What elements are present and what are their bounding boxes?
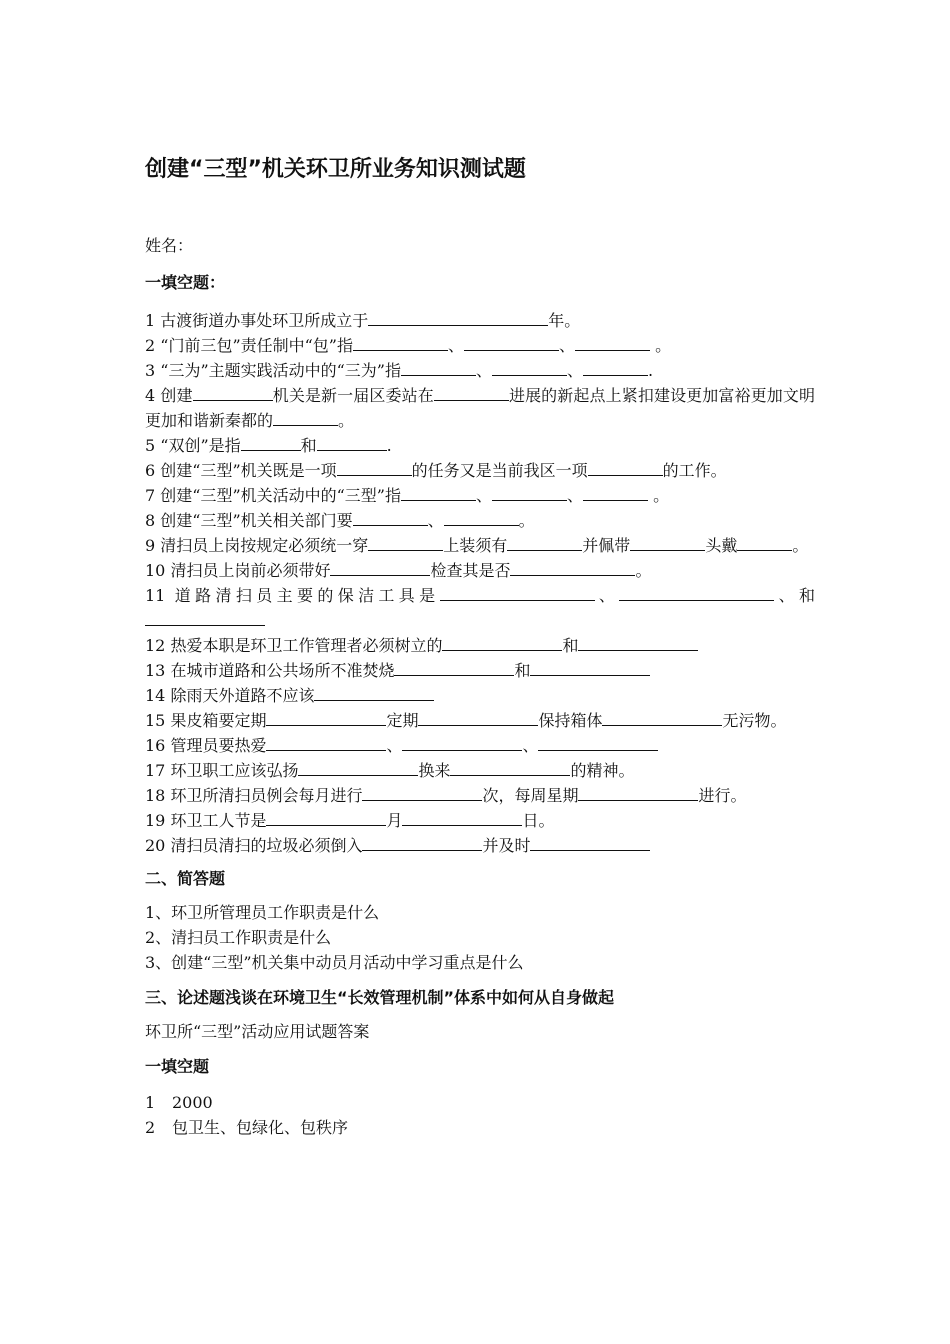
fill-in-questions xyxy=(145,308,815,858)
document-body xyxy=(145,152,815,1140)
answer-blank[interactable] xyxy=(266,708,386,726)
answer-blank[interactable] xyxy=(619,583,774,601)
answer-blank[interactable] xyxy=(583,483,648,501)
answer-blank[interactable] xyxy=(353,508,428,526)
question-12: 12 热爱本职是环卫工作管理者必须树立的 和 xyxy=(145,633,815,658)
question-15: 15 果皮箱要定期 定期 保持箱体 无污物。 xyxy=(145,708,815,733)
question-14: 14 除雨天外道路不应该 xyxy=(145,683,815,708)
question-10: 10 清扫员上岗前必须带好 检查其是否 。 xyxy=(145,558,815,583)
answer-blank[interactable] xyxy=(434,383,509,401)
question-6: 6 创建“三型”机关既是一项 的任务又是当前我区一项 的工作。 xyxy=(145,458,815,483)
question-9: 9 清扫员上岗按规定必须统一穿 上装须有 并佩带 头戴 。 xyxy=(145,533,815,558)
page-title: 创建“三型”机关环卫所业务知识测试题 xyxy=(145,157,526,182)
answer-blank[interactable] xyxy=(588,458,663,476)
section-short-answer-heading: 二、简答题 xyxy=(145,869,226,888)
answer-blank[interactable] xyxy=(578,783,698,801)
answer-blank[interactable] xyxy=(530,658,650,676)
answer-blank[interactable] xyxy=(492,483,567,501)
question-11: 11 道路清扫员主要的保洁工具是 、 、和 xyxy=(145,583,815,633)
section-essay-heading: 三、论述题浅谈在环境卫生“长效管理机制”体系中如何从自身做起 xyxy=(145,988,615,1007)
answer-blank[interactable] xyxy=(440,583,595,601)
section-fill-in-heading: 一填空题： xyxy=(145,273,226,292)
answer-blank[interactable] xyxy=(602,708,722,726)
answer-blank[interactable] xyxy=(530,833,650,851)
question-18: 18 环卫所清扫员例会每月进行 次，每周星期 进行。 xyxy=(145,783,815,808)
answer-blank[interactable] xyxy=(492,358,567,376)
answer-blank[interactable] xyxy=(298,758,418,776)
question-1: 1 古渡街道办事处环卫所成立于 年。 xyxy=(145,308,815,333)
answer-blank[interactable] xyxy=(337,458,412,476)
answer-blank[interactable] xyxy=(193,383,273,401)
answer-blank[interactable] xyxy=(273,408,338,426)
question-2: 2 “门前三包”责任制中“包”指 、 、 。 xyxy=(145,333,815,358)
question-17: 17 环卫职工应该弘扬 换来 的精神。 xyxy=(145,758,815,783)
answer-blank[interactable] xyxy=(401,358,476,376)
question-19: 19 环卫工人节是 月 日。 xyxy=(145,808,815,833)
answer-blank[interactable] xyxy=(362,783,482,801)
answer-blank[interactable] xyxy=(510,558,635,576)
answer-blank[interactable] xyxy=(145,608,265,626)
answer-blank[interactable] xyxy=(368,533,443,551)
question-20: 20 清扫员清扫的垃圾必须倒入 并及时 xyxy=(145,833,815,858)
answer-blank[interactable] xyxy=(401,483,476,501)
question-3: 3 “三为”主题实践活动中的“三为”指 、 、 . xyxy=(145,358,815,383)
answer-key-fill-in-heading: 一填空题 xyxy=(145,1057,210,1076)
short-answer-item: 2、清扫员工作职责是什么 xyxy=(145,928,332,947)
answer-blank[interactable] xyxy=(538,733,658,751)
answer-blank[interactable] xyxy=(368,308,548,326)
answer-blank[interactable] xyxy=(578,633,698,651)
answer-blank[interactable] xyxy=(450,758,570,776)
answer-item: 1 2000 xyxy=(145,1093,213,1112)
question-7: 7 创建“三型”机关活动中的“三型”指 、 、 。 xyxy=(145,483,815,508)
short-answer-item: 1、环卫所管理员工作职责是什么 xyxy=(145,903,380,922)
answer-blank[interactable] xyxy=(314,683,434,701)
question-8: 8 创建“三型”机关相关部门要 、 。 xyxy=(145,508,815,533)
answer-blank[interactable] xyxy=(583,358,648,376)
answer-key-list xyxy=(145,1090,815,1140)
answer-blank[interactable] xyxy=(317,433,387,451)
answer-blank[interactable] xyxy=(394,658,514,676)
answer-blank[interactable] xyxy=(507,533,582,551)
answer-key-title: 环卫所“三型”活动应用试题答案 xyxy=(145,1022,370,1041)
question-16: 16 管理员要热爱 、 、 xyxy=(145,733,815,758)
short-answer-item: 3、创建“三型”机关集中动员月活动中学习重点是什么 xyxy=(145,953,524,972)
answer-blank[interactable] xyxy=(737,533,792,551)
answer-blank[interactable] xyxy=(362,833,482,851)
answer-blank[interactable] xyxy=(402,733,522,751)
answer-blank[interactable] xyxy=(330,558,430,576)
answer-blank[interactable] xyxy=(241,433,301,451)
question-13: 13 在城市道路和公共场所不准焚烧 和 xyxy=(145,658,815,683)
answer-blank[interactable] xyxy=(442,633,562,651)
answer-blank[interactable] xyxy=(464,333,559,351)
question-4: 4 创建 机关是新一届区委站在 进展的新起点上紧扣建设更加富裕更加文明更加和谐新秦都的 。 xyxy=(145,383,815,433)
answer-blank[interactable] xyxy=(575,333,650,351)
answer-blank[interactable] xyxy=(266,733,386,751)
name-field-label: 姓名： xyxy=(145,236,194,255)
question-5: 5 “双创”是指 和 . xyxy=(145,433,815,458)
answer-item: 2 包卫生、包绿化、包秩序 xyxy=(145,1118,349,1137)
answer-blank[interactable] xyxy=(266,808,386,826)
answer-blank[interactable] xyxy=(402,808,522,826)
answer-blank[interactable] xyxy=(418,708,538,726)
short-answer-list xyxy=(145,900,815,975)
answer-blank[interactable] xyxy=(353,333,448,351)
answer-blank[interactable] xyxy=(630,533,705,551)
answer-blank[interactable] xyxy=(444,508,519,526)
